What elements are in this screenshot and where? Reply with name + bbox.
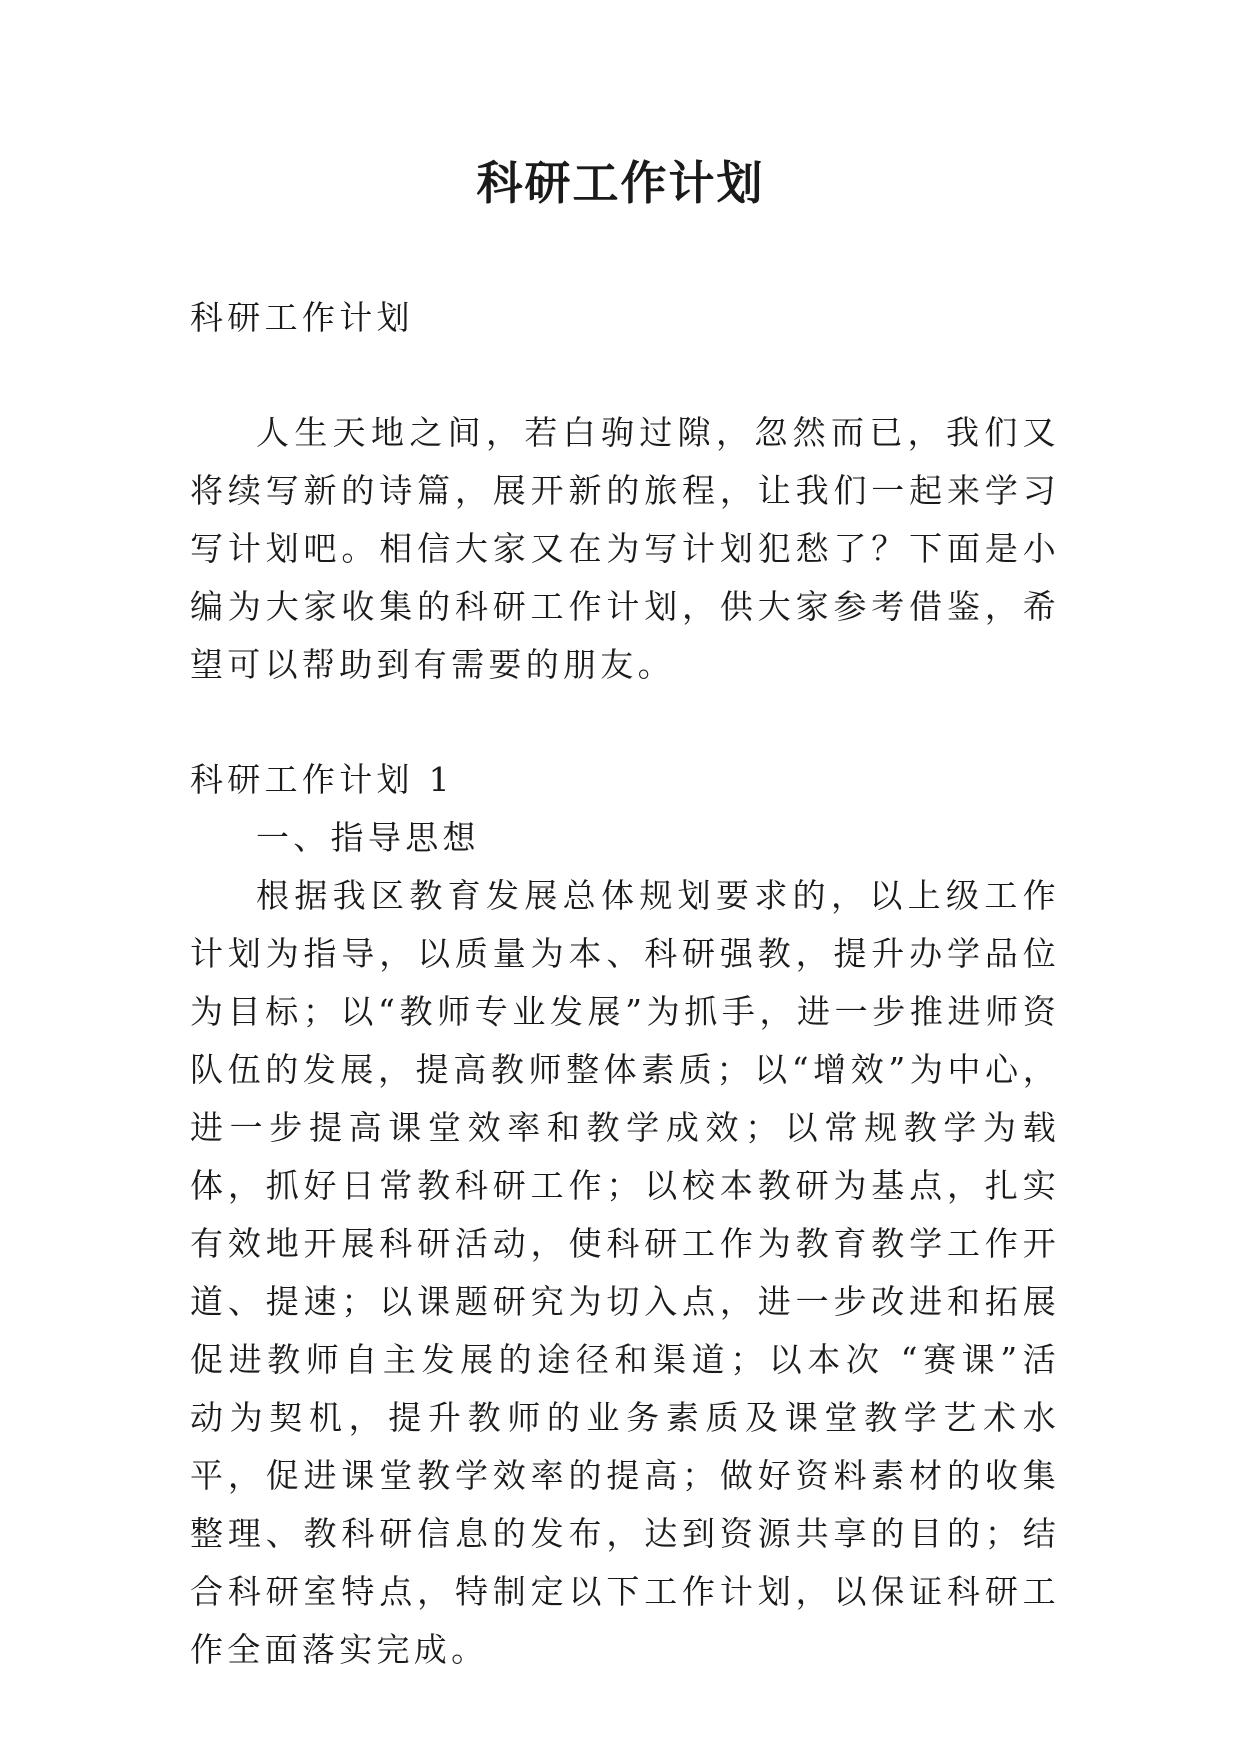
section-title: 科研工作计划 1 [190, 760, 454, 799]
document-subtitle: 科研工作计划 [190, 298, 414, 337]
document-title: 科研工作计划 [476, 156, 765, 210]
intro-paragraph: 人生天地之间，若白驹过隙，忽然而已，我们又将续写新的诗篇，展开新的旅程，让我们一起来学习写计划吧。相信大家又在为写计划犯愁了？下面是小编为大家收集的科研工作计划，供大家参考借鉴，希望可以帮助到有需要的朋友。 [190, 413, 1060, 684]
section-heading: 一、指导思想 [256, 818, 480, 857]
body-paragraph: 根据我区教育发展总体规划要求的，以上级工作计划为指导，以质量为本、科研强教，提升办学品位为目标；以“教师专业发展”为抓手，进一步推进师资队伍的发展，提高教师整体素质；以“增效”为中心，进一步提高课堂效率和教学成效；以常规教学为载体，抓好日常教科研工作；以校本教研为基点，扎实有效地开展科研活动，使科研工作为教育教学工作开道、提速；以课题研究为切入点，进一步改进和拓展促进教师自主发展的途径和渠道；以本次 “赛课”活动为契机，提升教师的业务素质及课堂教学艺术水平，促进课堂教学效率的提高；做好资料素材的收集整理、教科研信息的发布，达到资源共享的目的；结合科研室特点，特制定以下工作计划，以保证科研工作全面落实完成。 [190, 876, 1060, 1669]
